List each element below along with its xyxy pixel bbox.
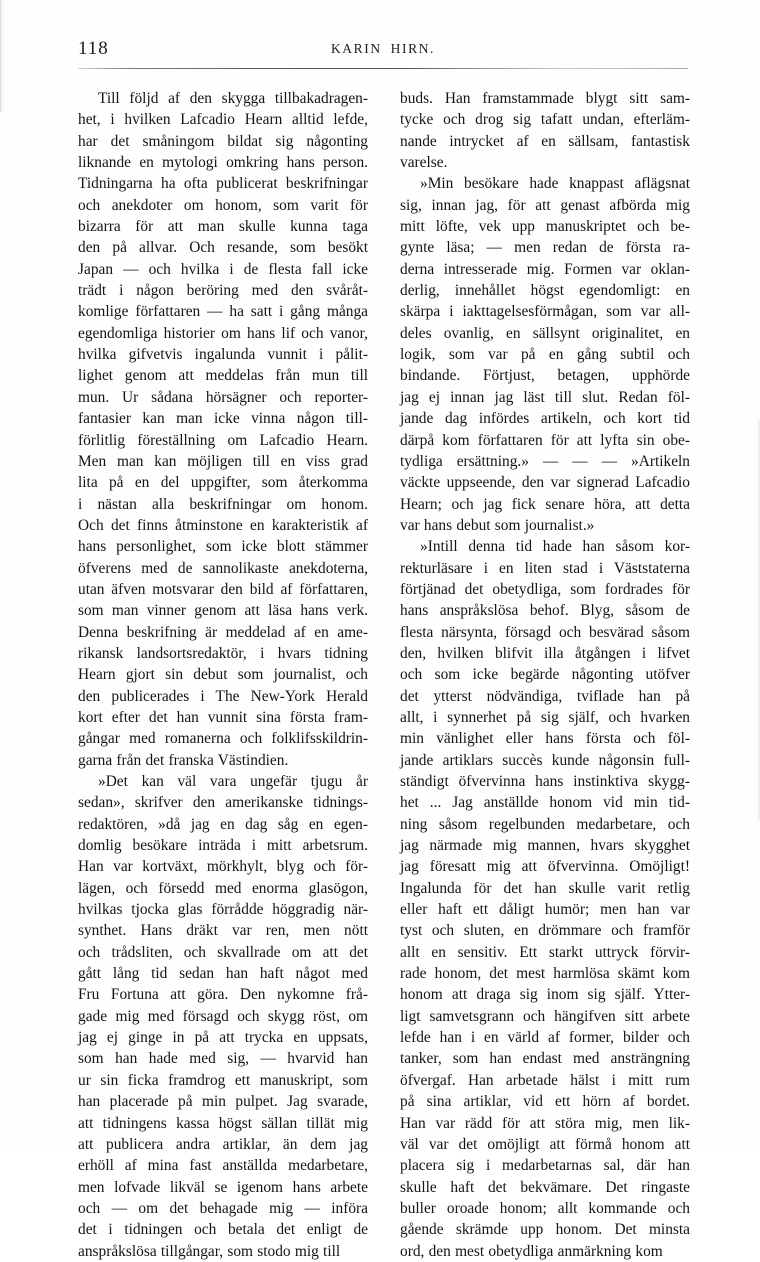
text-line: Och det finns åtminstone en karakteristik af — [78, 516, 368, 534]
text-line: tydliga ersättning.» — — — »Artikeln — [400, 452, 690, 470]
text-line: har det småningom bildat sig någonting — [78, 132, 368, 150]
text-line: gått lång tid sedan han haft något med — [78, 965, 368, 983]
text-line: jande dag infördes artikeln, och kort tid — [400, 410, 690, 428]
text-line: synthet. Hans dräkt var ren, men nött — [78, 922, 368, 940]
running-head-title: KARIN HIRN. — [330, 41, 436, 56]
text-line: min vänlighet eller hans första och föl- — [400, 730, 690, 748]
text-line: »Min besökare hade knappast aflägsnat — [420, 175, 690, 193]
text-line: bizarra för att man skulle kunna taga — [78, 218, 368, 236]
text-line: lefde han i en värld af former, bilder och — [400, 1029, 690, 1047]
text-line: kort efter det han vunnit sina första fram- — [78, 708, 368, 726]
text-line: fantasier kan man icke vinna någon till- — [78, 410, 368, 428]
text-line: Hearn; och jag fick senare höra, att detta — [400, 495, 690, 513]
text-line: rade honom, det mest harmlösa skämt kom — [400, 965, 690, 983]
text-line: derlig, innehållet högst egendomligt: en — [400, 282, 690, 300]
text-line: Hearn gjort sin debut som journalist, och — [78, 666, 368, 684]
text-line: Han var kortväxt, mörkhylt, blyg och för- — [78, 858, 368, 876]
text-line: komlige författaren — ha satt i gång många — [78, 303, 368, 321]
text-line: gade mig med försagd och skygg röst, om — [78, 1007, 368, 1025]
paragraph — [400, 536, 690, 1262]
text-line: egendomliga historier om hans lif och vanor, — [78, 324, 368, 342]
folio-page-number: 118 — [78, 38, 109, 59]
text-line: och trådsliten, och skvallrade om att det — [78, 943, 368, 961]
text-line: därpå kom författaren för att lyfta sin obe- — [400, 431, 690, 449]
text-line: öfverens med de sannolikaste anekdoterna, — [78, 559, 368, 577]
text-line: liknande en mytologi omkring hans person. — [78, 154, 368, 172]
text-column-right — [400, 88, 690, 1262]
text-line: lägen, och försedd med enorma glasögon, — [78, 879, 368, 897]
text-line: förlitlig föreställning om Lafcadio Hearn. — [78, 431, 368, 449]
text-line: allt en sensitiv. Ett starkt uttryck förvir- — [400, 943, 690, 961]
text-line: att tidningens kassa högst sällan tillät mig — [78, 1114, 368, 1132]
text-line: Men man kan möjligen till en viss grad — [78, 452, 368, 470]
text-line: bindande. Förtjust, betagen, upphörde — [400, 367, 690, 385]
page-header — [78, 38, 688, 72]
text-line: han placerade på min pulpet. Jag svarade, — [78, 1093, 368, 1111]
text-line: och — om det behagade mig — införa — [78, 1199, 368, 1217]
text-line: skärpa i iakttagelsesförmågan, som var all- — [400, 303, 690, 321]
text-line: den, hvilken blifvit illa åtgången i lifvet — [400, 644, 690, 662]
text-line: men lofvade likväl se igenom hans arbete — [78, 1178, 368, 1196]
text-line: ning såsom regelbunden medarbetare, och — [400, 815, 690, 833]
text-line: gynte läsa; — men redan de första ra- — [400, 239, 690, 257]
text-line: hvilkas tjocka glas förrådde höggradig när- — [78, 901, 368, 919]
text-line: förtjänad det obetydliga, som fordrades för — [400, 580, 690, 598]
text-line: derna intresserade mig. Formen var oklan- — [400, 260, 690, 278]
text-line: väckte uppseende, den var signerad Lafcadio — [400, 474, 690, 492]
text-line: »Intill denna tid hade han såsom kor- — [420, 538, 690, 556]
paragraph — [78, 88, 368, 771]
text-line: väl var det omöjligt att förmå honom att — [400, 1135, 690, 1153]
paragraph — [78, 771, 368, 1262]
text-line: lighet genom att meddelas från mun till — [78, 367, 368, 385]
text-line: den på allvar. Och resande, som besökt — [78, 239, 368, 257]
text-line: flesta närsynta, försagd och besvärad såsom — [400, 623, 690, 641]
text-line: det ytterst nödvändiga, tviflade han på — [400, 687, 690, 705]
text-line: eller haft ett dåligt humör; men han var — [400, 901, 690, 919]
text-line: var hans debut som journalist.» — [400, 516, 595, 534]
text-line: ligt samvetsgrann och hängifven sitt arbete — [400, 1007, 690, 1025]
text-line: hans anspråkslösa behof. Blyg, såsom de — [400, 602, 690, 620]
text-line: lita på en del uppgifter, som återkomma — [78, 474, 368, 492]
text-line: buller oroade honom; allt kommande och — [400, 1199, 690, 1217]
text-line: tycke och drog sig tafatt undan, efterläm- — [400, 111, 690, 129]
text-line: placera sig i medarbetarnas sal, där han — [400, 1157, 690, 1175]
text-line: jande artiklars succès kunde någonsin full- — [400, 751, 690, 769]
text-line: jag ej innan jag läst till slut. Redan föl- — [400, 388, 690, 406]
text-line: hvilka gifvetvis ingalunda vunnit i pålit- — [78, 346, 368, 364]
text-line: hans personlighet, som icke blott stämmer — [78, 538, 368, 556]
scan-edge-artifact-left — [0, 0, 5, 112]
text-line: gående skrämde upp honom. Det minsta — [400, 1221, 690, 1239]
text-line: öfvergaf. Han arbetade hälst i mitt rum — [400, 1071, 690, 1089]
text-line: Denna beskrifning är meddelad af en ame- — [78, 623, 368, 641]
text-column-left — [78, 88, 368, 1262]
text-line: det i tidningen och betala det enligt de — [78, 1221, 368, 1239]
text-line: varelse. — [400, 154, 448, 172]
text-line: redaktören, »då jag en dag såg en egen- — [78, 815, 368, 833]
text-line: logik, som var på en gång subtil och — [400, 346, 690, 364]
text-line: ständigt öfvervinna hans instinktiva skygg- — [400, 773, 690, 790]
text-line: sig, innan jag, för att genast afbörda mig — [400, 196, 690, 214]
text-line: nande intrycket af en sällsam, fantastisk — [400, 132, 690, 150]
paragraph — [400, 173, 690, 536]
text-line: jag närmade mig mannen, hvars skygghet — [400, 837, 690, 855]
text-line: het, i hvilken Lafcadio Hearn alltid lefde, — [78, 111, 368, 129]
text-line: skulle haft det bekvämare. Det ringaste — [400, 1178, 690, 1196]
text-line: het ... Jag anställde honom vid min tid- — [400, 794, 690, 812]
text-line: »Det kan väl vara ungefär tjugu år — [98, 773, 368, 790]
text-line: att publicera andra artiklar, än dem jag — [78, 1135, 368, 1153]
header-rule — [78, 68, 688, 69]
paragraph — [400, 88, 690, 173]
text-line: Han var rädd för att störa mig, men lik- — [400, 1114, 690, 1132]
text-line: mitt löfte, vek upp manuskriptet och be- — [400, 218, 690, 236]
text-line: och anekdoter om honom, som varit för — [78, 196, 368, 214]
text-line: domlig besökare inträda i mitt arbetsrum. — [78, 837, 368, 855]
text-line: och som icke begärde någonting utöfver — [400, 666, 690, 684]
text-line: Fru Fortuna att göra. Den nykomne frå- — [78, 986, 368, 1004]
text-line: utan äfven motsvarar den bild af författaren, — [78, 580, 368, 598]
text-line: rekturläsare i en liten stad i Väststaterna — [400, 559, 690, 577]
text-line: den publicerades i The New-York Herald — [78, 687, 368, 705]
text-line: på sina artiklar, vid ett hörn af bordet. — [400, 1093, 690, 1111]
text-line: erhöll af mina fast anställda medarbetare, — [78, 1157, 368, 1175]
text-line: buds. Han framstammade blygt sitt sam- — [400, 90, 690, 107]
text-line: tanker, som han endast med ansträngning — [400, 1050, 690, 1068]
text-line: honom att draga sig inom sig själf. Ytter- — [400, 986, 690, 1004]
text-line: allt, i synnerhet på sig själf, och hvarken — [400, 708, 690, 726]
text-line: rikansk landsortsredaktör, i hvars tidning — [78, 644, 368, 662]
text-line: ur sin ficka framdrog ett manuskript, som — [78, 1071, 368, 1089]
text-line: sedan», skrifver den amerikanske tidnings- — [78, 794, 368, 812]
text-line: anspråkslösa tillgångar, som stodo mig till — [78, 1242, 341, 1260]
text-line: garna från det franska Västindien. — [78, 751, 289, 769]
text-line: Japan — och hvilka i de flesta fall icke — [78, 260, 368, 278]
text-line: Till följd af den skygga tillbakadragen- — [98, 90, 368, 107]
text-line: som han hade med sig, — hvarvid han — [78, 1050, 368, 1068]
text-line: som man vinner genom att läsa hans verk. — [78, 602, 368, 620]
text-line: trädt i någon beröring med den svåråt- — [78, 282, 368, 300]
text-line: i nästan alla beskrifningar om honom. — [78, 495, 368, 513]
text-line: deles ovanlig, en sällsynt originalitet, en — [400, 324, 690, 342]
text-line: mun. Ur sådana hörsägner och reporter- — [78, 388, 368, 406]
text-line: jag ej ginge in på att trycka en uppsats, — [78, 1029, 368, 1047]
text-line: Tidningarna ha ofta publicerat beskrifningar — [78, 175, 368, 193]
text-line: ord, den mest obetydliga anmärkning kom — [400, 1242, 663, 1260]
text-line: tyst och sluten, en drömmare och framför — [400, 922, 690, 940]
text-line: Ingalunda för det han skulle varit retlig — [400, 879, 690, 897]
text-line: jag föresatt mig att öfvervinna. Omöjligt! — [400, 858, 690, 876]
text-line: gångar med romanerna och folklifsskildrin- — [78, 730, 368, 748]
